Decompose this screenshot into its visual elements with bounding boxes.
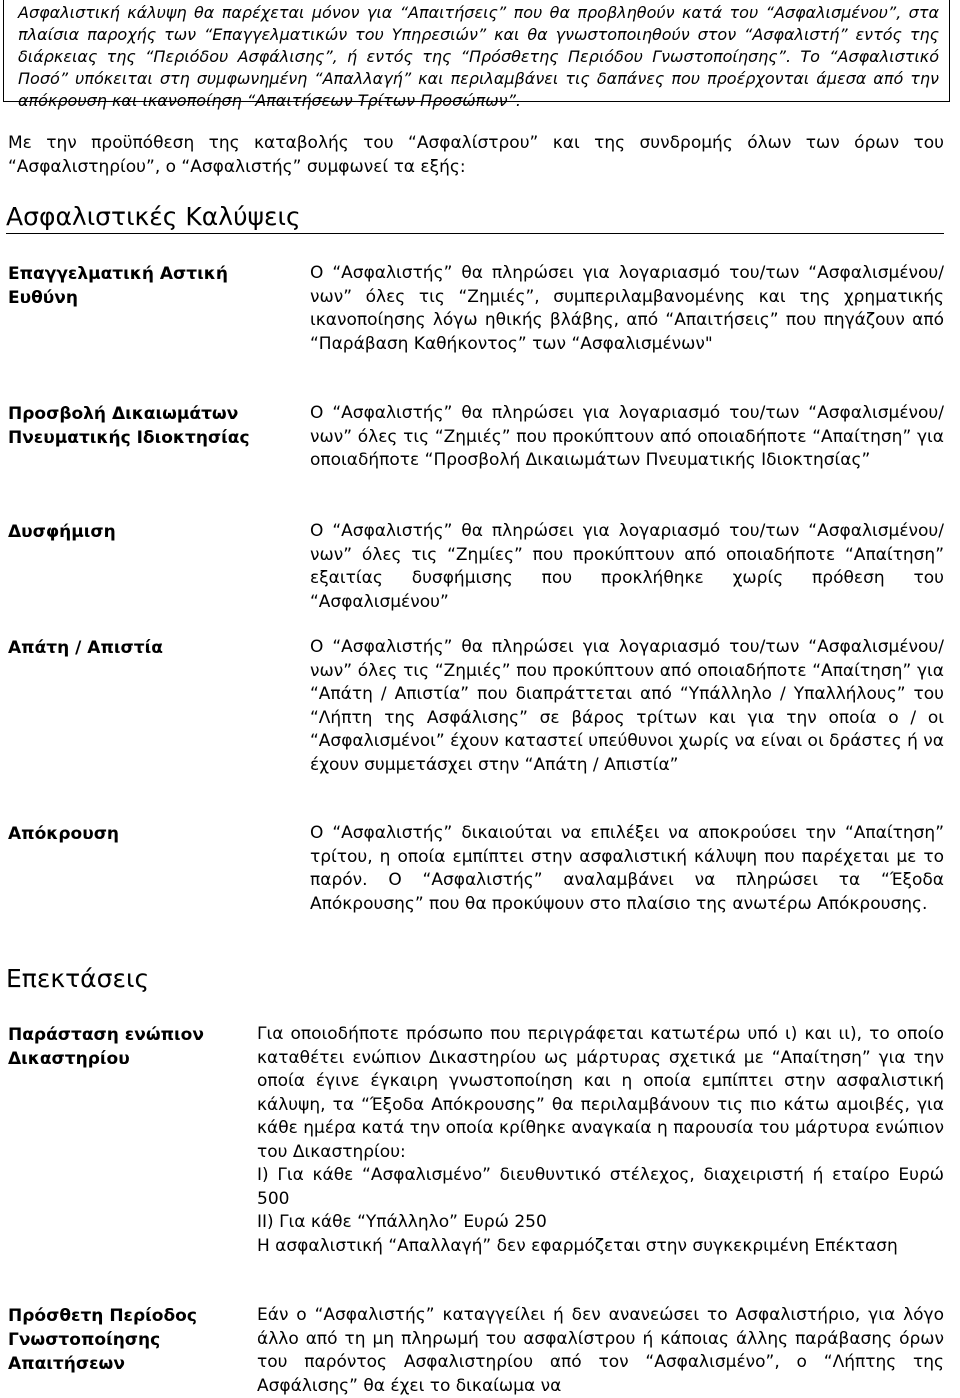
term-court-attendance: Παράσταση ενώπιον Δικαστηρίου <box>8 1025 204 1069</box>
coverage-notice-box: Ασφαλιστική κάλυψη θα παρέχεται μόνον για “Απαιτήσεις” που θα προβληθούν κατά του “Ασφαλισμένου”, στα πλαίσια παροχής των “Επαγγελματικών του Υπηρεσιών” και θα γνωστοποιηθούν στον “Ασφαλιστή” εντός της διάρκειας της “Περιόδου Ασφάλισης”, ή εντός της “Πρόσθετης Περιόδου Γνωστοποίησης”. Το “Ασφαλιστικό Ποσό” υπόκειται στη συμφωνημένη “Απαλλαγή” και περιλαμβάνει τις δαπάνες που προέρχονται άμεσα από την απόκρουση και ικανοποίηση “Απαιτήσεων Τρίτων Προσώπων”. <box>3 0 950 102</box>
desc-court-attendance <box>257 1023 944 1258</box>
term-fraud-dishonesty: Απάτη / Απιστία <box>8 638 163 658</box>
term-extended-reporting-period: Πρόσθετη Περίοδος Γνωστοποίησης Απαιτήσεων <box>8 1306 197 1374</box>
desc-fraud-dishonesty: Ο “Ασφαλιστής” θα πληρώσει για λογαριασμό του/των “Ασφαλισμένου/νων” όλες τις “Ζημιές” που προκύπτουν από οποιαδήποτε “Απαίτηση” για “Απάτη / Απιστία” που διαπράττεται από “Υπάλληλο / Υπαλλήλους” του “Λήπτη της Ασφάλισης” σε βάρος τρίτων και για την οποία ο / οι “Ασφαλισμένοι” έχουν καταστεί υπεύθυνοι χωρίς να είναι οι δράστες ή να έχουν συμμετάσχει στην “Απάτη / Απιστία” <box>310 637 944 775</box>
desc-extended-reporting-period: Εάν ο “Ασφαλιστής” καταγγείλει ή δεν ανανεώσει το Ασφαλιστήριο, για λόγο άλλο από τη μη πληρωμή του ασφαλίστρου ή κάποιας άλλης παράβασης όρων του παρόντος Ασφαλιστηρίου από τον “Ασφαλισμένο”, ο “Λήπτης της Ασφάλισης” θα έχει το δικαίωμα να <box>257 1305 944 1396</box>
section-title-coverages: Ασφαλιστικές Καλύψεις <box>6 201 944 234</box>
court-attendance-line: I) Για κάθε “Ασφαλισμένο” διευθυντικό στέλεχος, διαχειριστή ή εταίρο Ευρώ 500 <box>257 1165 944 1209</box>
term-defamation: Δυσφήμιση <box>8 522 116 542</box>
section-title-extensions: Επεκτάσεις <box>6 964 150 993</box>
term-defense: Απόκρουση <box>8 824 120 844</box>
term-ip-infringement: Προσβολή Δικαιωμάτων Πνευματικής Ιδιοκτησίας <box>8 404 250 448</box>
court-attendance-line: Για οποιοδήποτε πρόσωπο που περιγράφεται κατωτέρω υπό ι) και ιι), το οποίο καταθέτει ενώπιον Δικαστηρίου ως μάρτυρας σχετικά με “Απαίτηση” για την οποία έγινε έγκαιρη γνωστοποίηση και η οποία εμπίπτει στην ασφαλιστική κάλυψη, τα “Έξοδα Απόκρουσης” θα περιλαμβάνουν τις πιο κάτω αμοιβές, για κάθε ημέρα κατά την οποία κρίθηκε αναγκαία η παρουσία του μάρτυρα ενώπιον του Δικαστηρίου: <box>257 1024 944 1162</box>
court-attendance-line: Η ασφαλιστική “Απαλλαγή” δεν εφαρμόζεται στην συγκεκριμένη Επέκταση <box>257 1235 898 1256</box>
term-professional-liability: Επαγγελματική Αστική Ευθύνη <box>8 264 228 308</box>
desc-defense: Ο “Ασφαλιστής” δικαιούται να επιλέξει να αποκρούσει την “Απαίτηση” τρίτου, η οποία εμπίπτει στην ασφαλιστική κάλυψη που παρέχεται με το παρόν. Ο “Ασφαλιστής” αναλαμβάνει να πληρώσει τα “Έξοδα Απόκρουσης” που θα προκύψουν στο πλαίσιο της ανωτέρω Απόκρουσης. <box>310 823 944 914</box>
desc-ip-infringement: Ο “Ασφαλιστής” θα πληρώσει για λογαριασμό του/των “Ασφαλισμένου/νων” όλες τις “Ζημιές” που προκύπτουν από οποιαδήποτε “Απαίτηση” για οποιαδήποτε “Προσβολή Δικαιωμάτων Πνευματικής Ιδιοκτησίας” <box>310 403 944 470</box>
desc-defamation: Ο “Ασφαλιστής” θα πληρώσει για λογαριασμό του/των “Ασφαλισμένου/νων” όλες τις “Ζημίες” που προκύπτουν από οποιαδήποτε “Απαίτηση” εξαιτίας δυσφήμισης που προκλήθηκε χωρίς πρόθεση του “Ασφαλισμένου” <box>310 521 944 612</box>
intro-paragraph: Με την προϋπόθεση της καταβολής του “Ασφαλίστρου” και της συνδρομής όλων των όρων του “Ασφαλιστηρίου”, ο “Ασφαλιστής” συμφωνεί τα εξής: <box>8 133 944 177</box>
desc-professional-liability: Ο “Ασφαλιστής” θα πληρώσει για λογαριασμό του/των “Ασφαλισμένου/νων” όλες τις “Ζημιές”, συμπεριλαμβανομένης και της χρηματικής ικανοποίησης λόγω ηθικής βλάβης, από “Απαιτήσεις” που πηγάζουν από “Παράβαση Καθήκοντος” των “Ασφαλισμένων" <box>310 263 944 354</box>
court-attendance-line: II) Για κάθε “Υπάλληλο” Ευρώ 250 <box>257 1212 547 1232</box>
